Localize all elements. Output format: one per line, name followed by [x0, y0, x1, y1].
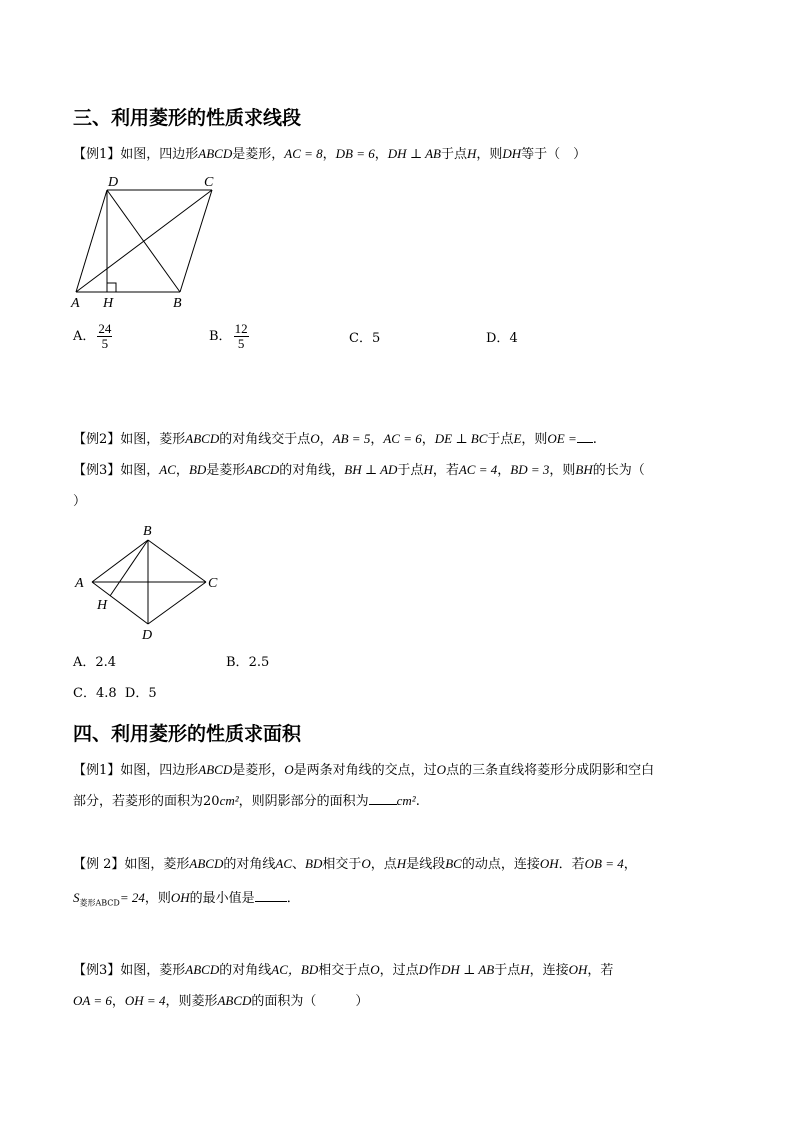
text: 于点: [487, 432, 514, 447]
label-a: A: [71, 296, 80, 311]
option-b: [209, 322, 249, 351]
option-b: [226, 655, 269, 671]
text: 的对角线，: [279, 463, 345, 478]
subscript: 菱形ABCD: [79, 898, 120, 908]
option-label: B．: [226, 655, 249, 670]
math: O: [284, 762, 294, 777]
fraction: [97, 322, 112, 351]
text: 、: [292, 857, 306, 872]
example-tag: 【例 2】: [73, 857, 125, 872]
example-5-question-line2: [73, 890, 300, 912]
math: DE ⊥ BC: [434, 431, 488, 446]
option-label: D．: [124, 686, 149, 701]
text: ，若: [432, 463, 459, 478]
example-tag: 【例3】: [73, 963, 121, 978]
label-a: A: [75, 576, 84, 591]
section-title: 三、利用菱形的性质求线段: [73, 107, 302, 129]
text: 的对角线: [219, 963, 272, 978]
math: OH: [568, 962, 588, 977]
label-d: D: [108, 175, 119, 190]
math: BC: [445, 856, 462, 871]
text: ，: [623, 857, 637, 872]
text: ．: [286, 891, 300, 906]
text: 是菱形: [206, 463, 246, 478]
example-tag: 【例2】: [73, 432, 121, 447]
text: ，点: [370, 857, 397, 872]
example-4-question-line1: [73, 762, 654, 779]
fraction: [234, 322, 249, 351]
option-label: B．: [209, 329, 232, 344]
example-6-question-line1: [73, 962, 613, 979]
text: ，: [374, 147, 388, 162]
text: 如图，菱形: [124, 857, 190, 872]
answer-blank: [369, 804, 397, 805]
text: 于点: [440, 147, 467, 162]
text: ，过点: [379, 963, 419, 978]
math: H: [423, 462, 433, 477]
math: ABCD: [245, 462, 280, 477]
option-value: 4: [509, 331, 518, 346]
math: AC = 4: [458, 462, 498, 477]
rhombus-figure-1: [60, 170, 230, 312]
math: AC = 6: [383, 431, 422, 446]
math: S: [73, 890, 80, 905]
text: 的对角线: [223, 857, 276, 872]
option-value: 2.5: [248, 655, 270, 670]
text: 作: [428, 963, 442, 978]
math: ABCD: [185, 962, 220, 977]
text: 点的三条直线将菱形分成阴影和空白: [446, 763, 655, 778]
text: .: [592, 432, 597, 447]
math: DH ⊥ AB: [441, 962, 495, 977]
text: 相交于点: [318, 963, 371, 978]
math: BD = 3: [510, 462, 550, 477]
math: AC，BD: [271, 962, 319, 977]
text: 于点: [397, 463, 424, 478]
math: ABCD: [217, 993, 252, 1008]
math: AB = 5: [332, 431, 371, 446]
text: 相交于: [322, 857, 362, 872]
example-5-question-line1: [73, 856, 637, 873]
example-3-question: [73, 462, 645, 479]
math: D: [418, 962, 429, 977]
numerator: 12: [234, 321, 248, 336]
math: H: [396, 856, 407, 871]
math: BD: [188, 462, 207, 477]
text: 于点: [494, 963, 521, 978]
math: = 24: [119, 890, 145, 905]
answer-blank: [255, 901, 287, 902]
text: 部分，若菱形的面积为: [73, 794, 204, 809]
text: 的面积为（ ）: [251, 994, 369, 1009]
math: O: [370, 962, 380, 977]
text: 的最小值是: [189, 891, 255, 906]
text: 如图，四边形: [120, 147, 199, 162]
math: H: [520, 962, 530, 977]
option-label: C．: [73, 686, 96, 701]
text: ，若: [587, 963, 614, 978]
math: E: [513, 431, 522, 446]
text: ，: [175, 463, 189, 478]
text: ，: [497, 463, 511, 478]
label-c: C: [204, 175, 214, 190]
option-value: 5: [371, 331, 381, 346]
math: O: [436, 762, 447, 777]
text: .: [415, 794, 420, 809]
text: ，则: [549, 463, 576, 478]
text: 如图，菱形: [120, 963, 186, 978]
math: ABCD: [189, 856, 224, 871]
text: ，: [322, 147, 336, 162]
option-a: [73, 322, 112, 351]
option-label: A．: [73, 329, 96, 344]
example-1-question: [73, 146, 586, 163]
label-c: C: [208, 576, 218, 591]
math: OE =: [547, 431, 577, 446]
math: OH: [539, 856, 559, 871]
text: 如图，四边形: [120, 763, 199, 778]
text: 的长为（: [592, 463, 645, 478]
options-c-d: [73, 686, 157, 702]
example-tag: 【例1】: [73, 147, 121, 162]
rhombus-figure-2: [70, 518, 230, 646]
option-a: [73, 655, 116, 671]
label-h: H: [97, 598, 108, 613]
math: O: [361, 856, 371, 871]
text: ，则: [476, 147, 503, 162]
math: OB = 4: [584, 856, 624, 871]
math: ABCD: [198, 762, 233, 777]
math: AC: [275, 856, 293, 871]
text: ，: [111, 994, 125, 1009]
example-tag: 【例1】: [73, 763, 121, 778]
math: 20: [203, 794, 220, 809]
math: OH = 4: [124, 993, 166, 1008]
numerator: 24: [98, 321, 112, 336]
label-b: B: [173, 296, 182, 311]
text: 是菱形，: [232, 147, 285, 162]
option-value: 4.8: [95, 686, 117, 701]
math: cm²: [396, 793, 416, 808]
example-2-question: [73, 431, 597, 448]
text: 是线段: [406, 857, 446, 872]
option-label: D．: [486, 331, 510, 346]
text: ，连接: [529, 963, 569, 978]
math: BH ⊥ AD: [344, 462, 398, 477]
math: AC = 8: [284, 146, 323, 161]
math: ABCD: [198, 146, 233, 161]
text: 是菱形，: [232, 763, 285, 778]
answer-blank: [577, 442, 593, 443]
example-6-question-line2: [73, 993, 368, 1010]
text: 的动点，连接: [461, 857, 540, 872]
math: ABCD: [185, 431, 220, 446]
denominator: 5: [237, 336, 245, 351]
text: ．若: [558, 857, 585, 872]
math: DH: [502, 146, 522, 161]
text: 如图，: [120, 463, 160, 478]
option-d: [486, 331, 518, 347]
text: ，则: [144, 891, 171, 906]
label-d: D: [142, 628, 153, 643]
text: ，则菱形: [165, 994, 218, 1009]
example-4-question-line2: [73, 793, 420, 810]
text: ，则阴影部分的面积为: [238, 794, 369, 809]
text: ，: [421, 432, 435, 447]
text: ，则: [521, 432, 548, 447]
math: cm²: [219, 793, 239, 808]
option-value: 5: [148, 686, 157, 701]
denominator: 5: [101, 336, 109, 351]
math: AC: [159, 462, 176, 477]
math: H: [466, 146, 477, 161]
text: 的对角线交于点: [219, 432, 311, 447]
section-title: 四、利用菱形的性质求面积: [73, 723, 302, 745]
math: BH: [575, 462, 593, 477]
text: ，: [370, 432, 384, 447]
example-3-close: ）: [73, 494, 87, 509]
label-b: B: [143, 524, 152, 539]
option-label: A．: [73, 655, 96, 670]
math: O: [310, 431, 320, 446]
option-label: C．: [349, 331, 372, 346]
option-value: 2.4: [95, 655, 117, 670]
text: ，: [319, 432, 333, 447]
math: DB = 6: [335, 146, 375, 161]
math: DH ⊥ AB: [387, 146, 441, 161]
text: 等于（ ）: [521, 147, 587, 162]
math: BD: [305, 856, 323, 871]
math: OA = 6: [73, 993, 112, 1008]
math: OH: [170, 890, 190, 905]
option-c: [349, 331, 380, 347]
text: 是两条对角线的交点，过: [293, 763, 437, 778]
label-h: H: [103, 296, 114, 311]
example-tag: 【例3】: [73, 463, 121, 478]
text: 如图，菱形: [120, 432, 186, 447]
